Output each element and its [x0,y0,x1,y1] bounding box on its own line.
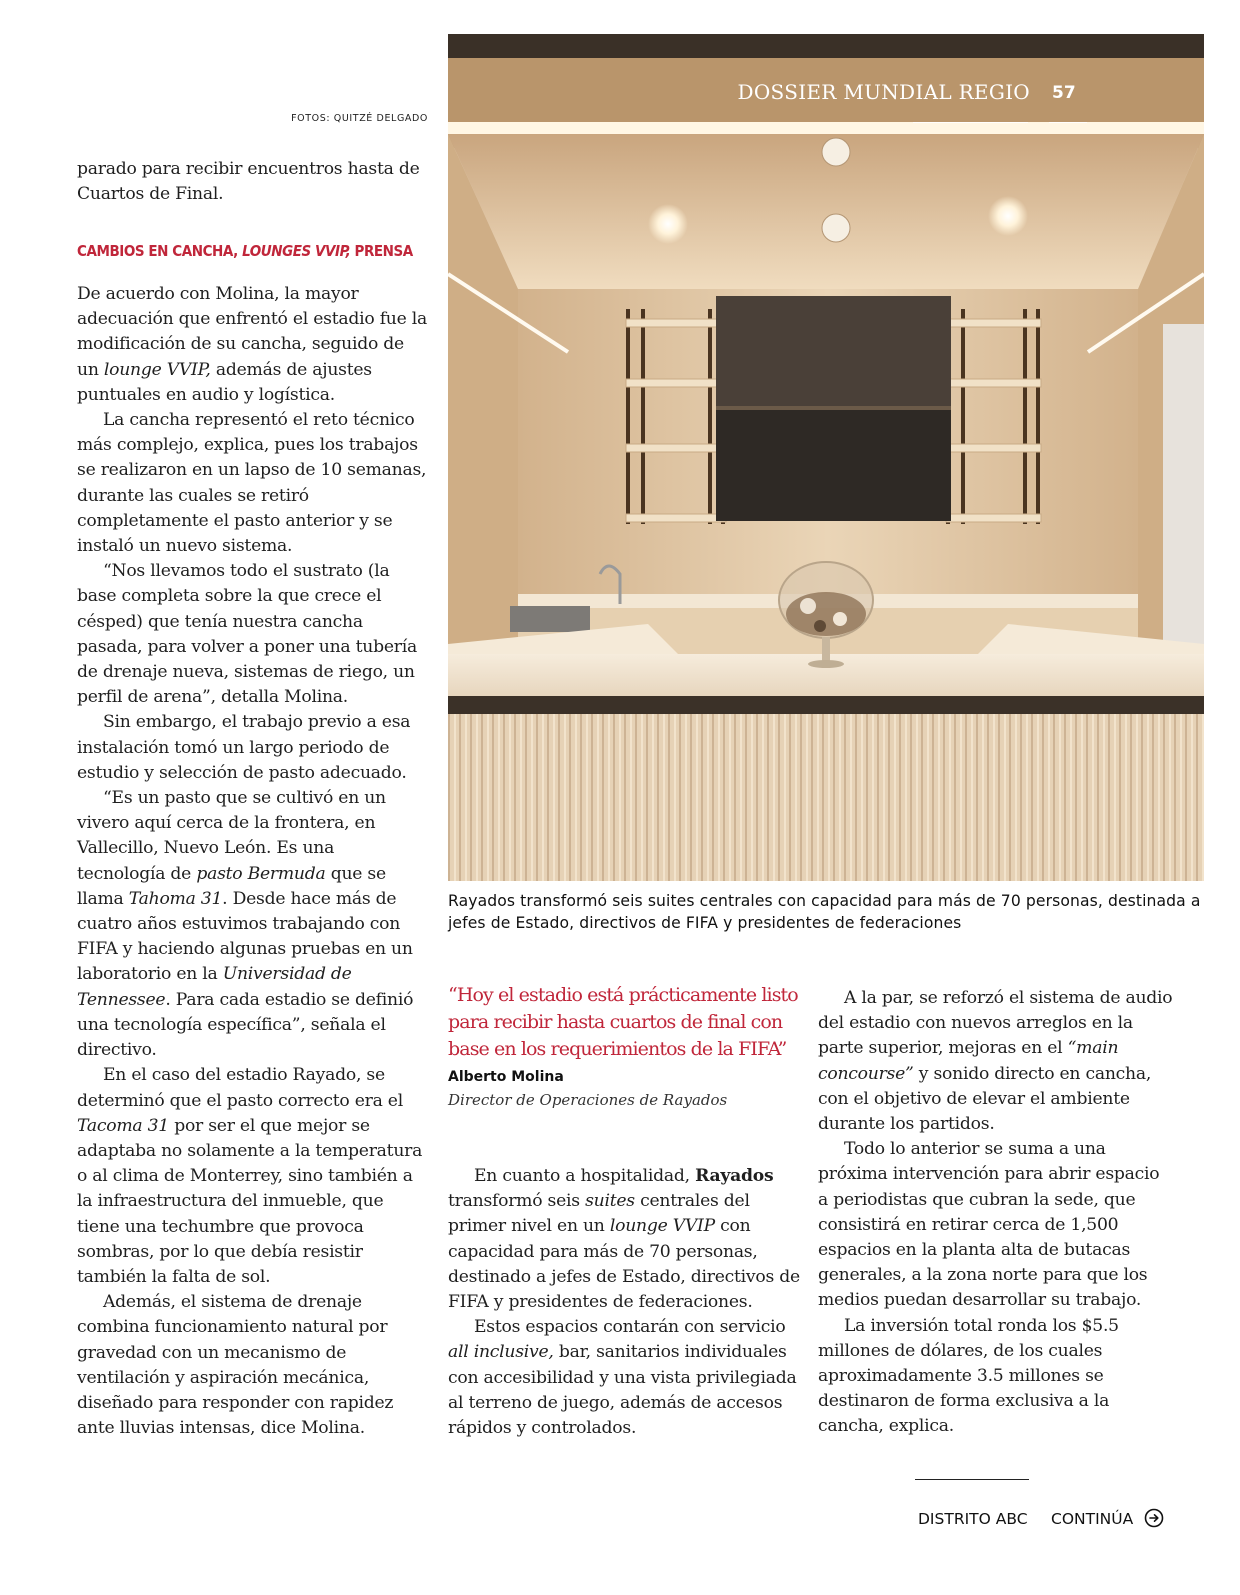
text-italic: Tacoma 31 [77,1115,169,1136]
paragraph: Todo lo anterior se suma a una próxima intervención para abrir espacio a periodistas que cubran la sede, que consistirá en retirar cerca de 1,500 espacios en la planta alta de butacas generales, a la zona norte para que los medios puedan desarrollar su trabajo. [818,1139,1160,1311]
text: En el caso del estadio Rayado, se determinó que el pasto correcto era el [77,1065,403,1111]
text-italic: all inclusive, [448,1342,554,1363]
paragraph: La inversión total ronda los $5.5 millones de dólares, de los cuales aproximadamente 3.5 millones se destinaron de forma exclusiva a la cancha, explica. [818,1315,1119,1437]
photo-caption: Rayados transformó seis suites centrales con capacidad para más de 70 personas, destinada a jefes de Estado, directivos de FIFA y presidentes de federaciones [448,892,1201,932]
continue-link[interactable]: CONTINÚA [1051,1510,1134,1528]
text: centrales del primer nivel en un [448,1191,750,1237]
text: . Desde hace más de cuatro años estuvimos trabajando con FIFA y haciendo algunas pruebas en un laboratorio en la [77,888,413,985]
text: con capacidad para más de 70 personas, destinado a jefes de Estado, directivos de FIFA y presidentes de federaciones. [448,1216,800,1313]
text: y sonido directo en cancha, con el objetivo de elevar el ambiente durante los partidos. [818,1063,1152,1135]
lead-paragraph [77,157,427,207]
lead-text: parado para recibir encuentros hasta de Cuartos de Final. [77,159,420,205]
text: “Es un pasto que se cultivó en un vivero aquí cerca de la frontera, en Vallecillo, Nuevo León. Es una tecnología de [77,788,386,884]
text: que se llama [77,863,386,909]
paragraph: “Nos llevamos todo el sustrato (la base completa sobre la que crece el césped) que tenía nuestra cancha pasada, para volver a poner una tubería de drenaje nueva, sistemas de riego, un perfil de arena”, detalla Molina. [77,561,417,708]
photo-credit: FOTOS: QUITZÉ DELGADO [291,113,428,124]
text: por ser el que mejor se adaptaba no solamente a la temperatura o al clima de Monterrey, sino también a la infraestructura del inmueble, que tiene una techumbre que provoca sombras, por lo que debía resistir también la falta de sol. [77,1115,423,1287]
text: . Para cada estadio se definió una tecnología específica”, señala el directivo. [77,989,414,1061]
text: transformó seis [448,1191,586,1212]
paragraph [448,1164,803,1315]
section-subhead [77,242,413,260]
footer-rule [915,1479,1029,1480]
text-italic: Tahoma 31 [128,888,223,909]
text: De acuerdo con Molina, la mayor adecuación que enfrentó el estadio fue la modificación de su cancha, seguido de un [77,284,427,380]
text-italic: Universidad de Tennessee [77,964,352,1010]
text-italic: lounge VVIP [609,1216,715,1237]
text-bold: Rayados [695,1166,774,1186]
text-italic: suites [585,1191,635,1212]
subhead-part-a: CAMBIOS EN CANCHA, [77,242,243,260]
body-column-3 [818,986,1173,1440]
page-number: 57 [1052,83,1076,103]
paragraph: Sin embargo, el trabajo previo a esa instalación tomó un largo periodo de estudio y selección de pasto adecuado. [77,712,411,783]
paragraph [77,786,427,1063]
paragraph [818,986,1173,1137]
section-header-title: DOSSIER MUNDIAL REGIO [737,80,1030,104]
subhead-part-b: LOUNGES VVIP, [242,242,351,260]
quote-author-role: Director de Operaciones de Rayados [448,1091,728,1109]
text-italic: lounge VVIP, [103,359,211,380]
paragraph: La cancha representó el reto técnico más complejo, explica, pues los trabajos se realizaron en un lapso de 10 semanas, durante las cuales se retiró completamente el pasto anterior y se instaló un nuevo sistema. [77,410,427,557]
quote-author: Alberto Molina [448,1069,564,1085]
paragraph [448,1315,803,1441]
header-rule-left [913,122,1028,123]
body-column-2 [448,1164,803,1441]
subhead-part-c: PRENSA [350,242,413,260]
arrow-right-circle-icon[interactable] [1144,1508,1164,1528]
text: En cuanto a hospitalidad, [474,1166,696,1186]
text: A la par, se reforzó el sistema de audio del estadio con nuevos arreglos en la parte superior, mejoras en el [818,988,1173,1059]
paragraph [77,282,427,408]
text: además de ajustes puntuales en audio y logística. [77,359,372,405]
pull-quote: “Hoy el estadio está prácticamente listo para recibir hasta cuartos de final con base en los requerimientos de la FIFA” [448,984,798,1060]
paragraph [77,1063,427,1290]
body-column-1 [77,282,427,1441]
text: bar, sanitarios individuales con accesibilidad y una vista privilegiada al terreno de juego, además de accesos rápidos y controlados. [448,1342,797,1439]
header-rule-right [1049,122,1087,123]
text-italic: pasto Bermuda [196,863,326,884]
footer-section-name: DISTRITO ABC [918,1510,1028,1528]
text: Estos espacios contarán con servicio [474,1317,786,1338]
lounge-photo [448,34,1204,881]
text-italic: “main concourse” [818,1038,1119,1084]
paragraph: Además, el sistema de drenaje combina funcionamiento natural por gravedad con un mecanismo de ventilación y aspiración mecánica, diseñado para responder con rapidez ante lluvias intensas, dice Molina. [77,1292,394,1439]
